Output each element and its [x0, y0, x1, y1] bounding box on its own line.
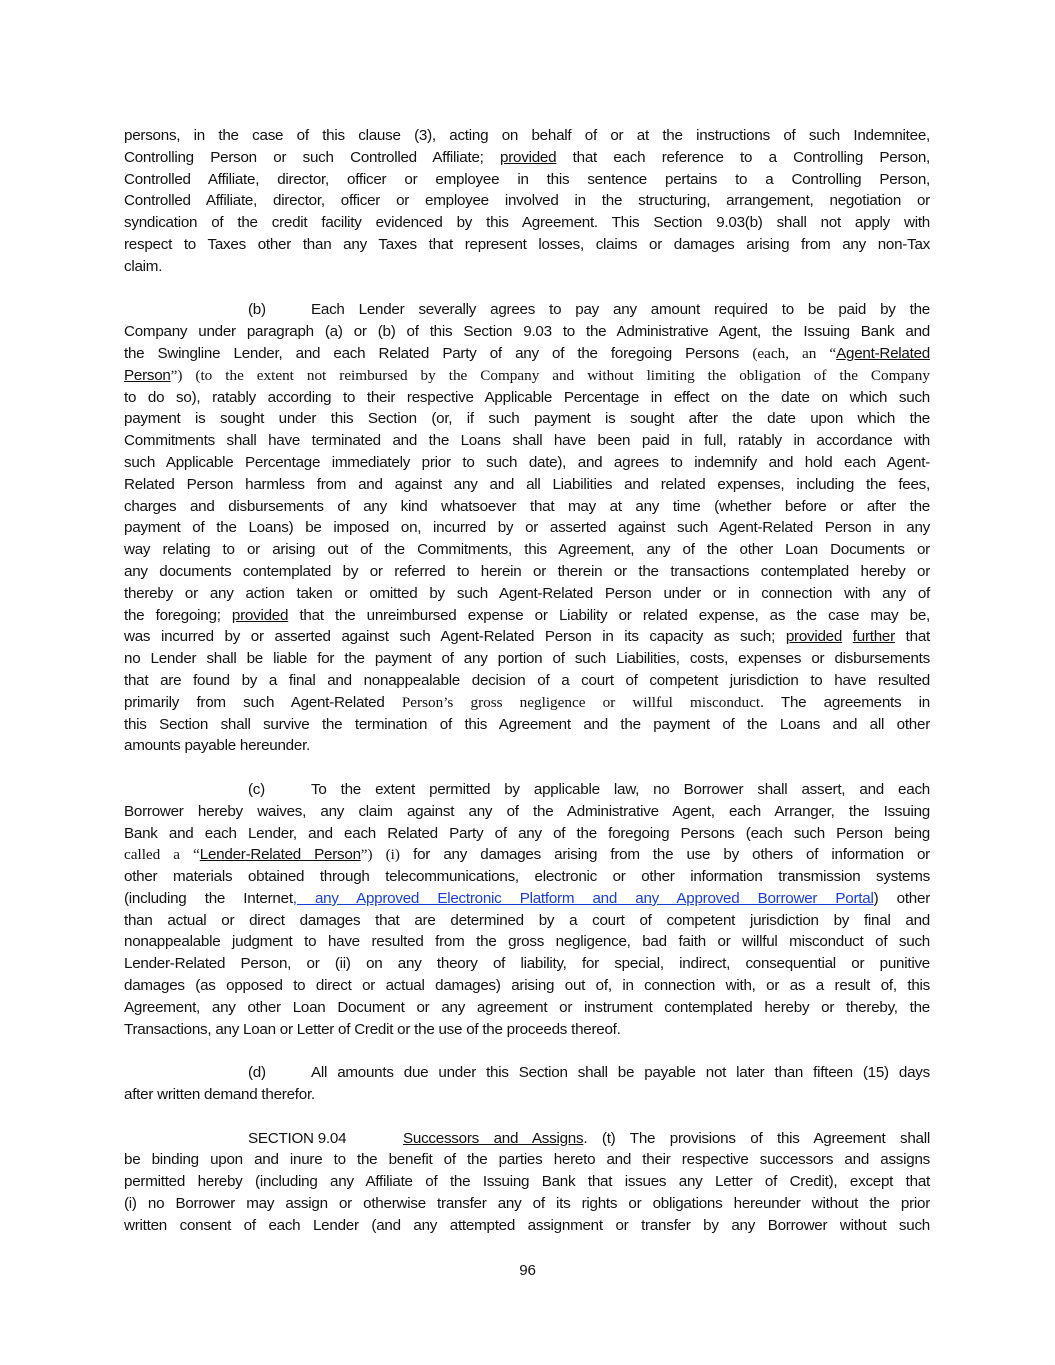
text-segment: that: [894, 628, 930, 646]
text-segment: called a “: [124, 846, 200, 864]
text-line: [124, 343, 930, 365]
text-line: [124, 997, 930, 1019]
text-line: [124, 256, 930, 278]
text-segment: ”) (i): [360, 846, 400, 864]
text-segment: Bank and each Lender, and each Related Party of any of the foregoing Persons (each such Person being: [124, 824, 930, 842]
text-segment: Controlled Affiliate, director, officer or employee in this sentence pertains to a Controlling Person,: [124, 170, 930, 188]
paragraph: [124, 299, 930, 757]
text-segment: (including the Internet: [124, 889, 293, 907]
paragraph-marker: (d): [248, 1064, 266, 1082]
text-line: [124, 1215, 930, 1237]
text-line: [124, 212, 930, 234]
text-line: [124, 888, 930, 910]
text-line: [124, 517, 930, 539]
text-segment: the Swingline Lender, and each Related Party of any of the foregoing Persons: [124, 344, 753, 362]
text-segment: Person’s gross negligence or willful misconduct.: [401, 693, 764, 711]
text-line: [124, 735, 930, 757]
text-segment: such Applicable Percentage immediately prior to such date), and agrees to indemnify and hold each Agent-: [124, 453, 930, 471]
text-segment: ) other: [873, 889, 930, 907]
text-line: [124, 408, 930, 430]
defined-term: provided: [785, 628, 843, 646]
text-segment: Company under paragraph (a) or (b) of this Section 9.03 to the Administrative Agent, the Issuing Bank and: [124, 323, 930, 341]
text-line: [124, 1084, 930, 1106]
text-segment: . (t) The provisions of this Agreement shall: [583, 1129, 930, 1147]
text-segment: written consent of each Lender (and any attempted assignment or transfer by any Borrower without such: [124, 1216, 930, 1234]
text-segment: that each reference to a Controlling Person,: [556, 148, 930, 166]
text-line: [124, 583, 930, 605]
text-line: [124, 321, 930, 343]
text-segment: the foregoing;: [124, 606, 232, 624]
text-segment: any documents contemplated by or referred to herein or therein or the transactions contemplated hereby or: [124, 562, 930, 580]
text-segment: that the unreimbursed expense or Liability or related expense, as the case may be,: [288, 606, 930, 624]
text-line: [124, 953, 930, 975]
text-line: [124, 931, 930, 953]
defined-term: provided: [231, 606, 289, 624]
text-segment: Related Person harmless from and against any and all Liabilities and related expenses, including the fees,: [124, 475, 930, 493]
text-line: [124, 975, 930, 997]
text-segment: for any damages arising from the use by others of information or: [399, 846, 930, 864]
document-body: [124, 125, 930, 1258]
text-segment: (i) no Borrower may assign or otherwise transfer any of its rights or obligations hereunder without the prior: [124, 1195, 930, 1213]
text-segment: amounts payable hereunder.: [124, 737, 311, 755]
text-segment: All amounts due under this Section shall be payable not later than fifteen (15) days: [311, 1064, 930, 1082]
text-segment: Transactions, any Loan or Letter of Credit or the use of the proceeds thereof.: [124, 1020, 621, 1038]
text-segment: way relating to or arising out of the Commitments, this Agreement, any of the other Loan Documents or: [124, 541, 930, 559]
text-segment: The agreements in: [763, 693, 930, 711]
text-line: [124, 1019, 930, 1041]
text-line: [124, 714, 930, 736]
text-segment: than actual or direct damages that are determined by a court of competent jurisdiction by final and: [124, 911, 930, 929]
text-line: [124, 670, 930, 692]
text-segment: charges and disbursements of any kind whatsoever that may at any time (whether before or after the: [124, 497, 930, 515]
text-line: [124, 387, 930, 409]
defined-term: Lender-Related Person: [199, 846, 361, 864]
defined-term: Successors and Assigns: [403, 1129, 584, 1147]
defined-term: further: [852, 628, 895, 646]
text-line: [124, 779, 930, 801]
text-line: [124, 823, 930, 845]
text-line: [124, 430, 930, 452]
text-line: [124, 692, 930, 714]
text-segment: this Section shall survive the termination of this Agreement and the payment of the Loans and all other: [124, 715, 930, 733]
text-segment: thereby or any action taken or omitted by such Agent-Related Person under or in connection with any of: [124, 584, 930, 602]
text-line: [124, 147, 930, 169]
text-line: [124, 866, 930, 888]
text-line: [124, 125, 930, 147]
text-line: [124, 299, 930, 321]
paragraph: [124, 125, 930, 278]
text-segment: Commitments shall have terminated and the Loans shall have been paid in full, ratably in accordance with: [124, 432, 930, 450]
paragraph-marker: (b): [248, 301, 266, 319]
text-segment: damages (as opposed to direct or actual damages) arising out of, in connection with, or as a result of, this: [124, 977, 930, 995]
text-line: [124, 910, 930, 932]
text-line: [124, 1062, 930, 1084]
text-segment: other materials obtained through telecommunications, electronic or other information transmission systems: [124, 868, 930, 886]
text-line: [124, 801, 930, 823]
text-line: [124, 1149, 930, 1171]
text-line: [124, 539, 930, 561]
text-segment: be binding upon and inure to the benefit of the parties hereto and their respective successors and assigns: [124, 1151, 930, 1169]
text-line: [124, 561, 930, 583]
text-segment: payment of the Loans) be imposed on, incurred by or asserted against such Agent-Related Person in any: [124, 519, 930, 537]
paragraph: [124, 1062, 930, 1106]
text-line: [124, 169, 930, 191]
text-segment: after written demand therefor.: [124, 1086, 315, 1104]
text-segment: persons, in the case of this clause (3), acting on behalf of or at the instructions of such Indemnitee,: [124, 127, 930, 144]
text-segment: that are found by a final and nonappealable decision of a court of competent jurisdiction to have resulted: [124, 671, 930, 689]
text-line: [124, 452, 930, 474]
text-line: [124, 1171, 930, 1193]
text-segment: payment is sought under this Section (or, if such payment is sought after the date upon which the: [124, 410, 930, 428]
text-segment: was incurred by or asserted against such Agent-Related Person in its capacity as such;: [124, 628, 786, 646]
text-line: [124, 844, 930, 866]
text-segment: permitted hereby (including any Affiliate of the Issuing Bank that issues any Letter of Credit), except that: [124, 1173, 930, 1191]
text-segment: nonappealable judgment to have resulted from the gross negligence, bad faith or willful misconduct of such: [124, 933, 930, 951]
defined-term: Person: [124, 366, 171, 384]
text-line: [124, 648, 930, 670]
text-segment: to do so), ratably according to their respective Applicable Percentage in effect on the date on which such: [124, 388, 930, 406]
text-segment: claim.: [124, 257, 163, 275]
text-segment: To the extent permitted by applicable law, no Borrower shall assert, and each: [311, 780, 930, 798]
text-line: [124, 365, 930, 387]
text-line: [124, 605, 930, 627]
text-segment: Controlling Person or such Controlled Affiliate;: [124, 148, 501, 166]
text-line: [124, 626, 930, 648]
text-segment: syndication of the credit facility evidenced by this Agreement. This Section 9.03(b) shall not apply with: [124, 214, 930, 232]
paragraph-marker: (c): [248, 780, 265, 798]
text-line: [124, 190, 930, 212]
hyperlink[interactable]: , any Approved Electronic Platform and any Approved Borrower Portal: [292, 889, 874, 907]
text-segment: Controlled Affiliate, director, officer or employee involved in the structuring, arrangement, negotiation or: [124, 192, 930, 210]
defined-term: provided: [500, 148, 557, 166]
text-segment: Lender-Related Person, or (ii) on any theory of liability, for special, indirect, consequential or punitive: [124, 955, 930, 973]
text-line: [124, 496, 930, 518]
section-heading-paragraph: [124, 1128, 930, 1237]
text-line: [124, 1193, 930, 1215]
text-line: [124, 474, 930, 496]
section-number: SECTION 9.04: [248, 1129, 347, 1147]
text-line: [124, 234, 930, 256]
text-segment: (each, an “: [752, 344, 837, 362]
text-segment: [842, 628, 853, 645]
text-segment: primarily from such Agent-Related: [124, 693, 402, 711]
text-segment: respect to Taxes other than any Taxes that represent losses, claims or damages arising from any non-Tax: [124, 235, 930, 253]
text-line: [124, 1128, 930, 1150]
text-segment: ”) (to the extent not reimbursed by the Company and without limiting the obligation of the Company: [170, 366, 930, 384]
text-segment: Each Lender severally agrees to pay any amount required to be paid by the: [311, 301, 930, 319]
paragraph: [124, 779, 930, 1041]
page-number: 96: [519, 1262, 536, 1279]
defined-term: Agent-Related: [836, 344, 930, 362]
text-segment: no Lender shall be liable for the payment of any portion of such Liabilities, costs, expenses or disbursements: [124, 650, 930, 668]
text-segment: Borrower hereby waives, any claim against any of the Administrative Agent, each Arranger, the Issuing: [124, 802, 930, 820]
text-segment: Agreement, any other Loan Document or any agreement or instrument contemplated hereby or thereby, the: [124, 998, 930, 1016]
